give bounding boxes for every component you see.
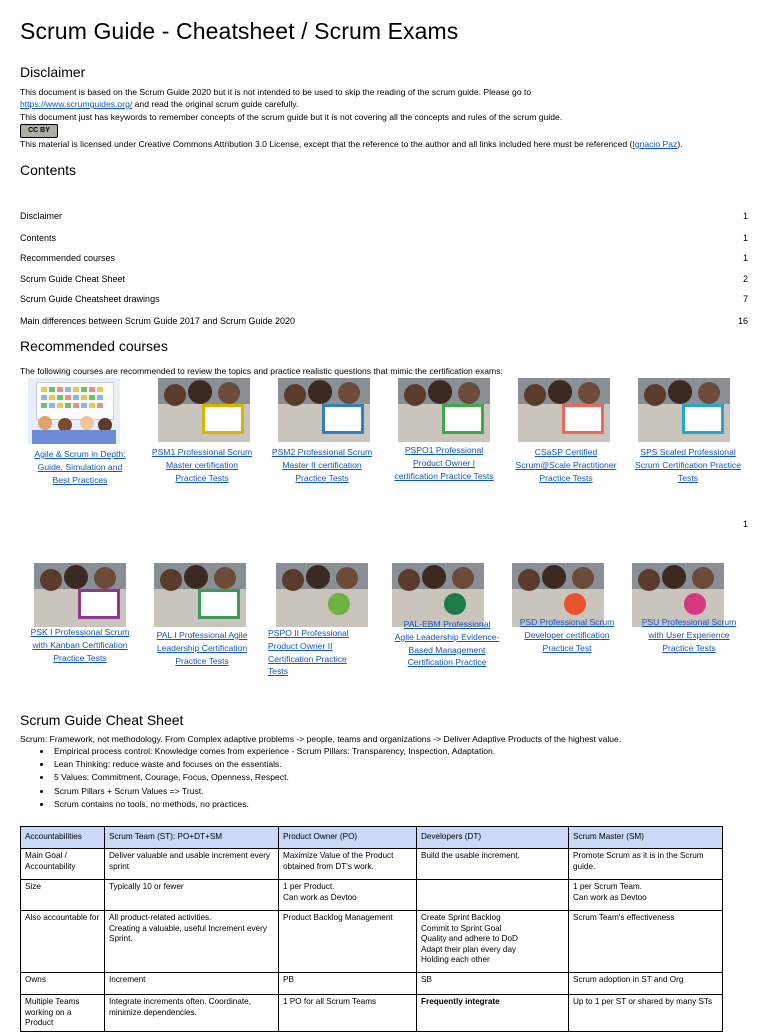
course-link-psm1[interactable]: PSM1 Professional Scrum Master certification Practice Tests <box>151 447 253 483</box>
table-cell: Frequently integrate <box>417 995 569 1032</box>
disclaimer-line3: This document just has keywords to remember concepts of the scrum guide but it is not covering all the concepts and rules of the scrum guide. <box>20 112 563 122</box>
list-item: • Scrum contains no tools, no methods, no practices. <box>52 798 495 811</box>
agile-scrum-course-image[interactable] <box>28 378 120 444</box>
table-cell: Build the usable increment. <box>417 849 569 880</box>
pspo1-course-image[interactable] <box>398 378 490 442</box>
table-cell: Owns <box>21 973 105 995</box>
course-link-pspo2[interactable]: PSPO II Professional Product Owner II Certification Practice Tests <box>268 628 349 677</box>
table-header-row <box>21 827 723 849</box>
psk1-course-image[interactable] <box>34 563 126 627</box>
table-cell: 1 per Scrum Team. Can work as Devtoo <box>569 880 723 911</box>
table-header-cell: Product Owner (PO) <box>279 827 417 849</box>
table-cell: Integrate increments often. Coordinate, minimize dependencies. <box>105 995 279 1032</box>
table-cell: Multiple Teams working on a Product <box>21 995 105 1032</box>
toc-item[interactable]: Main differences between Scrum Guide 2017 and Scrum Guide 2020 16 <box>20 316 748 326</box>
table-header-cell: Developers (DT) <box>417 827 569 849</box>
psm2-course-image[interactable] <box>278 378 370 442</box>
pal1-course-image[interactable] <box>154 563 246 627</box>
scrumguides-link[interactable]: https://www.scrumguides.org/ <box>20 99 133 109</box>
course-link-csasp[interactable]: CSaSP Certified Scrum@Scale Practitioner Practice Tests <box>515 447 617 483</box>
list-item: • Lean Thinking: reduce waste and focuses on the essentials. <box>52 758 495 771</box>
course-link-psu[interactable]: PSU Professional Scrum with User Experience Practice Tests <box>641 617 737 653</box>
table-header-cell: Scrum Team (ST): PO+DT+SM <box>105 827 279 849</box>
table-row <box>21 911 723 973</box>
table-cell: 1 PO for all Scrum Teams <box>279 995 417 1032</box>
pspo2-course-image[interactable] <box>276 563 368 627</box>
disclaimer-line2: https://www.scrumguides.org/ and read the original scrum guide carefully. <box>20 99 299 109</box>
table-cell: Promote Scrum as it is in the Scrum guide. <box>569 849 723 880</box>
table-cell: Increment <box>105 973 279 995</box>
toc-item[interactable]: Recommended courses 1 <box>20 253 748 263</box>
table-cell: Create Sprint Backlog Commit to Sprint Goal Quality and adhere to DoD Adapt their plan every day Holding each other <box>417 911 569 973</box>
cheatsheet-heading: Scrum Guide Cheat Sheet <box>20 712 184 728</box>
disclaimer-heading: Disclaimer <box>20 64 86 80</box>
table-cell: Typically 10 or fewer <box>105 880 279 911</box>
list-item: • Scrum Pillars + Scrum Values => Trust. <box>52 785 495 798</box>
table-cell <box>417 880 569 911</box>
psm1-course-image[interactable] <box>158 378 250 442</box>
course-link-agile-scrum[interactable]: Agile & Scrum in Depth: Guide, Simulation and Best Practices <box>34 449 126 485</box>
license-text: This material is licensed under Creative Commons Attribution 3.0 License, except that the reference to the author and all links included here must be referenced (Ignacio Paz). <box>20 139 683 149</box>
course-link-pspo1[interactable]: PSPO1 Professional Product Owner I certification Practice Tests <box>394 445 494 481</box>
page-number: 1 <box>742 519 748 529</box>
accountabilities-table <box>20 826 723 1032</box>
course-link-pal-ebm[interactable]: PAL-EBM Professional Agile Leadership Evidence-Based Management Certification Practice <box>394 619 500 668</box>
table-cell: Deliver valuable and usable increment every sprint <box>105 849 279 880</box>
table-cell: All product-related activities. Creating a valuable, useful Increment every Sprint. <box>105 911 279 973</box>
cc-license-icon: CC BY <box>20 124 58 138</box>
cheatsheet-intro: Scrum: Framework, not methodology. From Complex adaptive problems -> people, teams and organizations -> Deliver Adaptive Products of the highest value. <box>20 734 622 744</box>
list-item: • 5 Values: Commitment, Courage, Focus, Openness, Respect. <box>52 771 495 784</box>
table-cell: Product Backlog Management <box>279 911 417 973</box>
list-item: • Empirical process control: Knowledge comes from experience - Scrum Pillars: Transparency, Inspection, Adaptation. <box>52 745 495 758</box>
table-row <box>21 995 723 1032</box>
table-cell: PB <box>279 973 417 995</box>
course-link-sps[interactable]: SPS Scaled Professional Scrum Certification Practice Tests <box>634 447 742 483</box>
toc-item[interactable]: Contents 1 <box>20 233 748 243</box>
table-header-cell: Scrum Master (SM) <box>569 827 723 849</box>
table-row <box>21 849 723 880</box>
table-row <box>21 973 723 995</box>
toc-item[interactable]: Scrum Guide Cheatsheet drawings 7 <box>20 294 748 304</box>
course-link-psm2[interactable]: PSM2 Professional Scrum Master II certification Practice Tests <box>271 447 373 483</box>
table-row <box>21 880 723 911</box>
disclaimer-line1: This document is based on the Scrum Guide 2020 but it is not intended to be used to skip the reading of the scrum guide. Please go to <box>20 87 532 97</box>
table-cell: Up to 1 per ST or shared by many STs <box>569 995 723 1032</box>
cheatsheet-bullets <box>38 745 495 811</box>
course-link-pal1[interactable]: PAL I Professional Agile Leadership Certification Practice Tests <box>156 630 248 666</box>
course-link-psk1[interactable]: PSK I Professional Scrum with Kanban Certification Practice Tests <box>30 627 130 663</box>
table-cell: SB <box>417 973 569 995</box>
table-cell: Scrum Team's effectiveness <box>569 911 723 973</box>
sps-course-image[interactable] <box>638 378 730 442</box>
toc-item[interactable]: Scrum Guide Cheat Sheet 2 <box>20 274 748 284</box>
course-link-psd[interactable]: PSD Professional Scrum Developer certification Practice Test <box>519 617 615 653</box>
csasp-course-image[interactable] <box>518 378 610 442</box>
table-cell: Scrum adoption in ST and Org <box>569 973 723 995</box>
contents-heading: Contents <box>20 162 77 178</box>
courses-heading: Recommended courses <box>20 338 168 354</box>
courses-intro: The following courses are recommended to review the topics and practice realistic questions that mimic the certification exams: <box>20 366 503 376</box>
table-cell: Main Goal / Accountability <box>21 849 105 880</box>
page-title: Scrum Guide - Cheatsheet / Scrum Exams <box>20 18 459 44</box>
table-header-cell: Accountabilities <box>21 827 105 849</box>
toc-item[interactable]: Disclaimer 1 <box>20 211 748 221</box>
author-link[interactable]: Ignacio Paz <box>632 139 678 149</box>
table-cell: Maximize Value of the Product obtained from DT's work. <box>279 849 417 880</box>
table-cell: 1 per Product. Can work as Devtoo <box>279 880 417 911</box>
table-cell: Also accountable for <box>21 911 105 973</box>
table-cell: Size <box>21 880 105 911</box>
